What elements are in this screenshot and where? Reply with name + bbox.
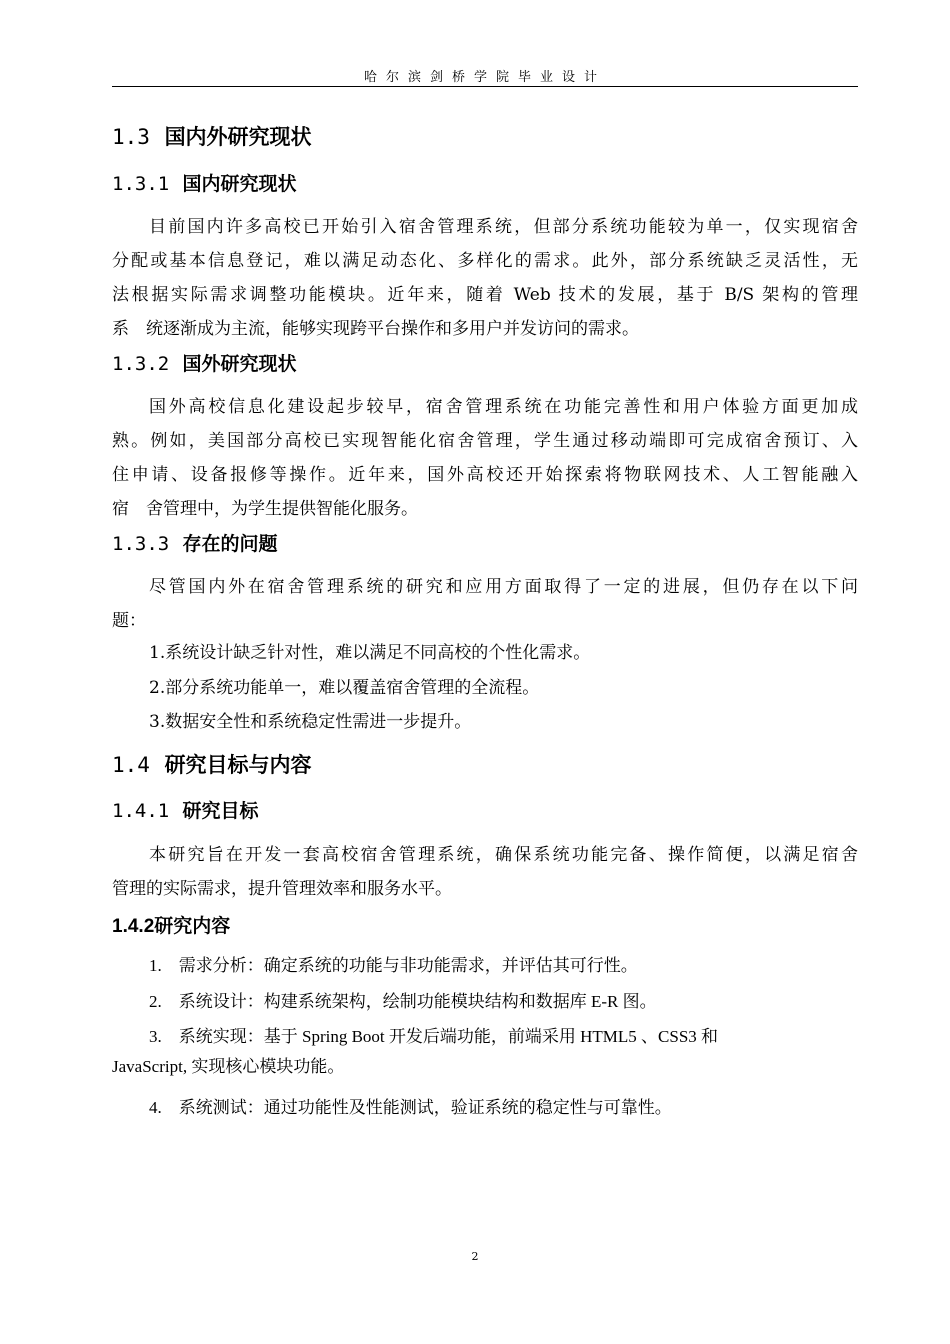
section-number: 1.4 <box>112 753 150 777</box>
section-number: 1.3.2 <box>112 353 170 375</box>
header-divider <box>112 86 858 87</box>
list-item: 1. 需求分析：确定系统的功能与非功能需求，并评估其可行性。 <box>149 956 638 975</box>
list-item: 2. 系统设计：构建系统架构，绘制功能模块结构和数据库 E-R 图。 <box>149 992 657 1011</box>
list-item: 3. 系统实现：基于 Spring Boot 开发后端功能，前端采用 HTML5 、CSS3 和 <box>149 1027 719 1046</box>
subsection-heading-1-3-2 <box>112 352 296 376</box>
paragraph-line: 宿 舍管理中，为学生提供智能化服务。 <box>112 499 418 519</box>
paragraph-existing-problems <box>112 570 858 638</box>
section-title: 国内研究现状 <box>182 173 297 195</box>
paragraph-line: 题： <box>112 611 146 631</box>
list-item: 2.部分系统功能单一，难以覆盖宿舍管理的全流程。 <box>149 678 540 698</box>
section-title: 研究内容 <box>154 915 231 937</box>
paragraph-research-goal <box>112 838 858 906</box>
paragraph-line: 国外高校信息化建设起步较早，宿舍管理系统在功能完善性和用户体验方面更加成 <box>149 397 858 417</box>
section-number: 1.3.1 <box>112 173 170 195</box>
section-number: 1.4.2 <box>112 916 155 937</box>
paragraph-domestic-research <box>112 210 858 346</box>
list-item: 1.系统设计缺乏针对性，难以满足不同高校的个性化需求。 <box>149 643 591 663</box>
paragraph-line: 法根据实际需求调整功能模块。近年来，随着 Web 技术的发展，基于 B/S 架构的管理 <box>112 285 858 305</box>
paragraph-line: 目前国内许多高校已开始引入宿舍管理系统，但部分系统功能较为单一，仅实现宿舍 <box>149 217 858 237</box>
paragraph-foreign-research <box>112 390 858 526</box>
page-header: 哈尔滨剑桥学院毕业设计 <box>363 70 606 85</box>
subsection-heading-1-3-1 <box>112 172 296 196</box>
list-item-continuation: JavaScript, 实现核心模块功能。 <box>112 1057 345 1076</box>
paragraph-line: 本研究旨在开发一套高校宿舍管理系统，确保系统功能完备、操作简便，以满足宿舍 <box>149 845 858 865</box>
section-title: 国内外研究现状 <box>164 125 312 149</box>
subsection-heading-1-4-1 <box>112 799 258 823</box>
section-number: 1.3.3 <box>112 533 170 555</box>
subsection-heading-1-4-2 <box>112 914 230 939</box>
list-item: 3.数据安全性和系统稳定性需进一步提升。 <box>149 712 472 732</box>
section-title: 研究目标 <box>182 800 259 822</box>
section-heading-1-3 <box>112 124 312 150</box>
section-title: 国外研究现状 <box>182 353 297 375</box>
paragraph-line: 管理的实际需求，提升管理效率和服务水平。 <box>112 879 452 899</box>
section-title: 存在的问题 <box>182 533 278 555</box>
paragraph-line: 系 统逐渐成为主流，能够实现跨平台操作和多用户并发访问的需求。 <box>112 319 639 339</box>
paragraph-line: 熟。例如，美国部分高校已实现智能化宿舍管理，学生通过移动端即可完成宿舍预订、入 <box>112 431 858 451</box>
section-number: 1.4.1 <box>112 800 170 822</box>
section-title: 研究目标与内容 <box>164 753 312 777</box>
page-number: 2 <box>471 1250 479 1263</box>
subsection-heading-1-3-3 <box>112 532 277 556</box>
section-number: 1.3 <box>112 125 150 149</box>
paragraph-line: 尽管国内外在宿舍管理系统的研究和应用方面取得了一定的进展，但仍存在以下问 <box>149 577 858 597</box>
paragraph-line: 分配或基本信息登记，难以满足动态化、多样化的需求。此外，部分系统缺乏灵活性，无 <box>112 251 858 271</box>
list-item: 4. 系统测试：通过功能性及性能测试，验证系统的稳定性与可靠性。 <box>149 1098 672 1117</box>
paragraph-line: 住申请、设备报修等操作。近年来，国外高校还开始探索将物联网技术、人工智能融入 <box>112 465 858 485</box>
section-heading-1-4 <box>112 752 312 778</box>
